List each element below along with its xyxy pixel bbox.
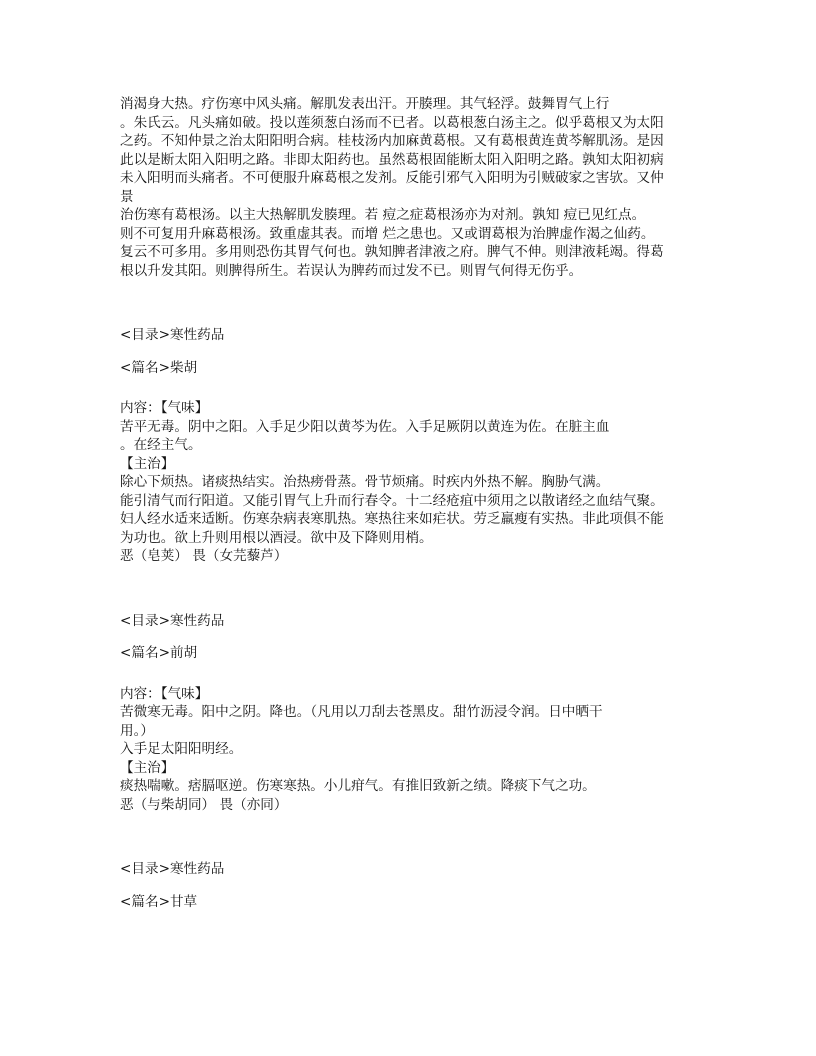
text-line: 苦微寒无毒。阳中之阴。降也。（凡用以刀刮去苍黑皮。甜竹沥浸令润。日中晒干 [120,704,603,720]
text-line: 景 [120,188,134,205]
text-line: 。在经主气。 [120,437,202,453]
text-line: 此以是断太阳入阳明之路。非即太阳药也。虽然葛根固能断太阳入阳明之路。孰知太阳初病 [120,151,664,168]
section-title: <篇名>甘草 [120,893,198,910]
section-catalog: <目录>寒性药品 [120,327,225,343]
text-line: 为功也。欲上升则用根以酒浸。欲中及下降则用梢。 [120,529,433,546]
section-title: <篇名>前胡 [120,645,198,661]
text-line: 用。） [120,722,154,739]
text-line: 【主治】 [120,759,175,776]
text-line: 根以升发其阳。则脾得所生。若误认为脾药而过发不已。则胃气何得无伤乎。 [120,262,583,279]
text-line: 之药。不知仲景之治太阳阳明合病。桂枝汤内加麻黄葛根。又有葛根黄连黄芩解肌汤。是因 [120,133,664,149]
section-gancao [120,860,696,911]
gegen-continuation-text [120,95,696,280]
section-catalog: <目录>寒性药品 [120,861,225,877]
text-line: 复云不可多用。多用则恐伤其胃气何也。孰知脾者津液之府。脾气不伸。则津液耗竭。得葛 [120,244,664,260]
text-line: 苦平无毒。阴中之阳。入手足少阳以黄芩为佐。入手足厥阴以黄连为佐。在脏主血 [120,418,610,435]
text-line: 痰热喘嗽。痞膈呕逆。伤寒寒热。小儿疳气。有推旧致新之绩。降痰下气之功。 [120,778,596,794]
section-catalog: <目录>寒性药品 [120,612,225,629]
text-line: 治伤寒有葛根汤。以主大热解肌发腠理。若 痘之症葛根汤亦为对剂。孰知 痘已见红点。 [120,207,646,223]
text-line: 未入阳明而头痛者。不可便服升麻葛根之发剂。反能引邪气入阳明为引贼破家之害欤。又仲 [120,170,664,186]
text-line: 。朱氏云。凡头痛如破。投以莲须葱白汤而不已者。以葛根葱白汤主之。似乎葛根又为太阳 [120,114,664,131]
text-line: 能引清气而行阳道。又能引胃气上升而行春令。十二经疮疽中须用之以散诸经之血结气聚。 [120,492,664,509]
text-line: 妇人经水适来适断。伤寒杂病表寒肌热。寒热往来如疟状。劳乏羸瘦有实热。非此项俱不能 [120,511,664,527]
text-line: 入手足太阳阳明经。 [120,741,243,757]
text-line: 消渴身大热。疗伤寒中风头痛。解肌发表出汗。开腠理。其气轻浮。鼓舞胃气上行 [120,96,610,112]
text-line: 则不可复用升麻葛根汤。致重虚其表。而增 烂之患也。又或谓葛根为治脾虚作渴之仙药。 [120,225,655,242]
text-line: 【主治】 [120,455,175,472]
section-chaihu [120,326,696,566]
text-line: 内容：【气味】 [120,685,209,702]
document-page [120,95,696,911]
text-line: 除心下烦热。诸痰热结实。治热痨骨蒸。骨节烦痛。时疾内外热不解。胸胁气满。 [120,474,610,490]
section-qianhu [120,612,696,815]
section-title: <篇名>柴胡 [120,359,198,376]
text-line: 内容：【气味】 [120,400,209,416]
text-line: 恶（与柴胡同） 畏（亦同） [120,796,288,813]
text-line: 恶（皂荚） 畏（女芫藜芦） [120,548,288,564]
